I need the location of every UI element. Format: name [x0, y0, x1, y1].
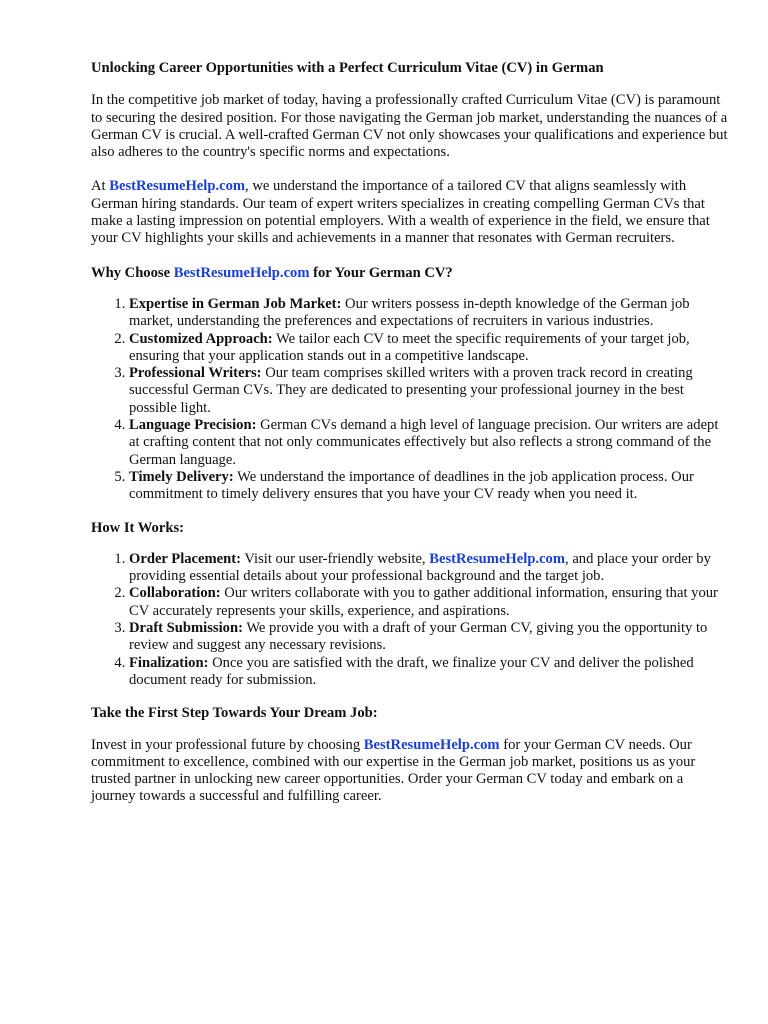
- list-item: [129, 551, 731, 586]
- why-suffix: for Your German CV?: [309, 264, 453, 281]
- list-item-text: Our team comprises skilled writers with a proven track record in creating successful German CVs. They are dedicated to presenting your professional journey in the best possible light.: [129, 365, 693, 416]
- list-item: [129, 620, 731, 655]
- list-item-text: German CVs demand a high level of language precision. Our writers are adept at crafting content that not only communicates effectively but also reflects a strong command of the German language.: [129, 417, 719, 468]
- how-it-works-heading: How It Works:: [91, 519, 184, 536]
- about-prefix: At: [91, 178, 110, 195]
- about-text: , we understand the importance of a tailored CV that aligns seamlessly with German hiring standards. Our team of expert writers specializes in creating compelling German CVs that make a lasting impression on potential employers. With a wealth of experience in the field, we ensure that your CV highlights your skills and achievements in a manner that resonates with German recruiters.: [91, 178, 710, 247]
- list-item-text: Our writers collaborate with you to gather additional information, ensuring that your CV accurately represents your skills, experience, and aspirations.: [129, 585, 718, 619]
- list-item-label: Language Precision:: [129, 417, 257, 434]
- list-item-text: Visit our user-friendly website,: [240, 550, 430, 567]
- about-paragraph: [91, 178, 731, 247]
- list-item-label: Collaboration:: [129, 585, 221, 602]
- list-item: [129, 469, 731, 504]
- list-item-label: Expertise in German Job Market:: [129, 295, 342, 312]
- list-item-label: Customized Approach:: [129, 330, 273, 347]
- list-item-label: Timely Delivery:: [129, 468, 234, 485]
- why-prefix: Why Choose: [91, 264, 174, 281]
- why-choose-heading: [91, 265, 731, 282]
- cta-site-link[interactable]: BestResumeHelp.com: [363, 736, 500, 753]
- list-item-text: We understand the importance of deadlines in the job application process. Our commitment to timely delivery ensures that you have your CV ready when you need it.: [129, 468, 694, 503]
- about-site-link[interactable]: BestResumeHelp.com: [109, 178, 246, 195]
- list-item-text: Once you are satisfied with the draft, we finalize your CV and deliver the polished document ready for submission.: [129, 654, 694, 688]
- why-site-link[interactable]: BestResumeHelp.com: [173, 264, 310, 281]
- list-item-text: Our writers possess in-depth knowledge of the German job market, understanding the preferences and expectations of recruiters in various industries.: [129, 295, 690, 330]
- list-item: [129, 365, 731, 417]
- list-item-text: We tailor each CV to meet the specific requirements of your target job, ensuring that your application stands out in a competitive landscape.: [129, 330, 690, 364]
- cta-heading: Take the First Step Towards Your Dream Job:: [91, 705, 378, 722]
- list-item-label: Order Placement:: [129, 550, 241, 567]
- document-title: Unlocking Career Opportunities with a Perfect Curriculum Vitae (CV) in German: [91, 60, 604, 76]
- document-page: [91, 60, 731, 823]
- how-it-works-list: [91, 551, 731, 689]
- list-item: [129, 585, 731, 620]
- list-item-label: Draft Submission:: [129, 620, 243, 637]
- list-item: [129, 417, 731, 469]
- order-site-link[interactable]: BestResumeHelp.com: [429, 550, 566, 567]
- cta-paragraph: [91, 737, 731, 806]
- list-item-text: We provide you with a draft of your German CV, giving you the opportunity to review and suggest any necessary revisions.: [129, 620, 708, 654]
- why-choose-list: [91, 296, 731, 504]
- cta-text: for your German CV needs. Our commitment to excellence, combined with our expertise in the German job market, positions us as your trusted partner in unlocking new career opportunities. Order your German CV today and embark on a journey towards a successful and fulfilling career.: [91, 736, 696, 805]
- list-item-label: Finalization:: [129, 654, 209, 671]
- list-item: [129, 655, 731, 690]
- cta-prefix: Invest in your professional future by choosing: [91, 736, 364, 753]
- list-item-label: Professional Writers:: [129, 365, 262, 382]
- list-item: [129, 296, 731, 331]
- intro-paragraph: In the competitive job market of today, having a professionally crafted Curriculum Vitae (CV) is paramount to securing the desired position. For those navigating the German job market, understanding the nuances of a German CV is crucial. A well-crafted German CV not only showcases your qualifications and experience but also adheres to the country's specific norms and expectations.: [91, 92, 728, 161]
- list-item-text: , and place your order by providing essential details about your professional background and the target job.: [129, 550, 711, 585]
- list-item: [129, 331, 731, 366]
